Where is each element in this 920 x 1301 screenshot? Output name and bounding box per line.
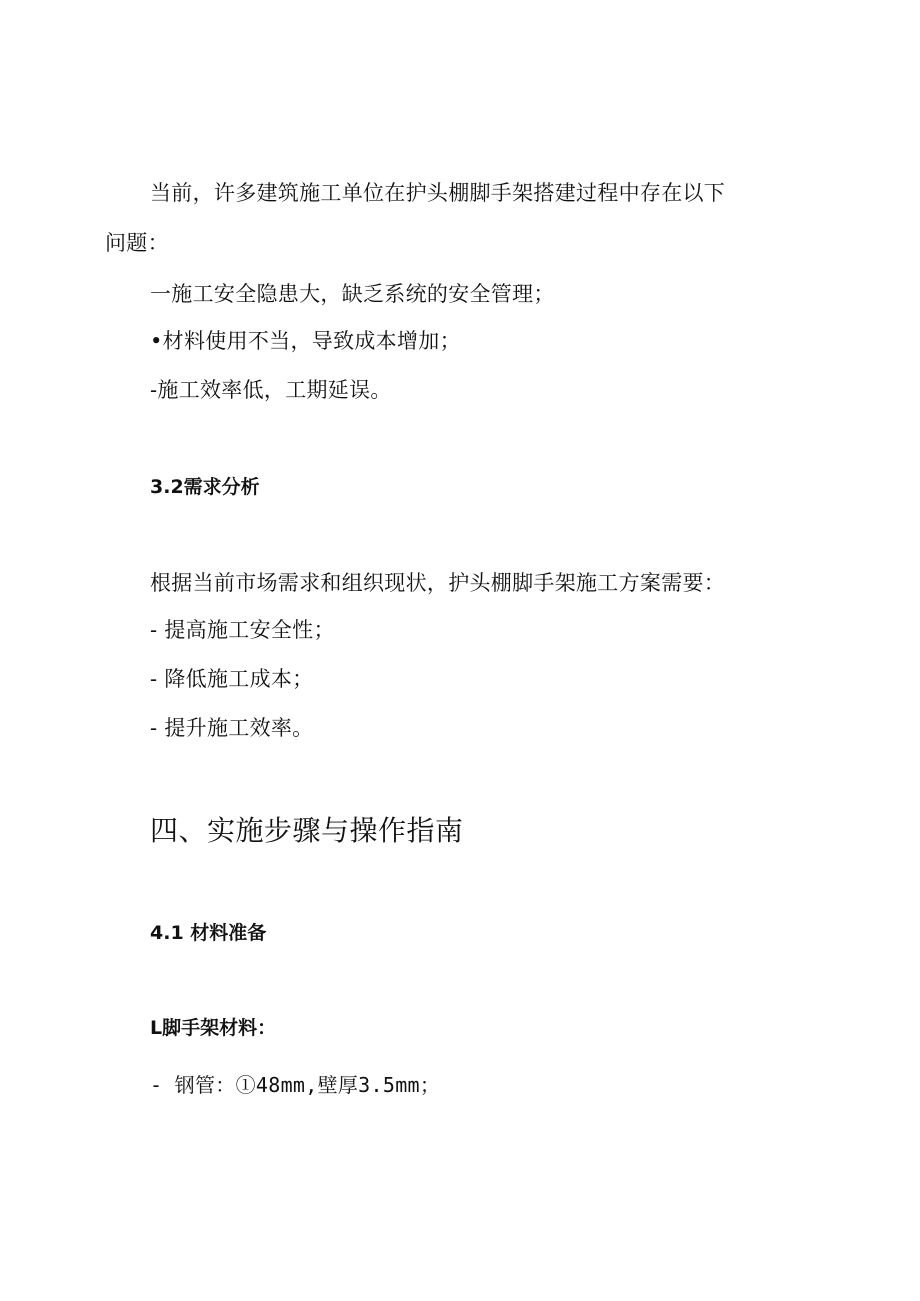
materials-heading: L脚手架材料： bbox=[150, 1017, 277, 1039]
intro-paragraph-line-2: 问题： bbox=[105, 231, 169, 255]
need-item-1: - 提高施工安全性； bbox=[150, 618, 335, 642]
issue-item-2: •材料使用不当，导致成本增加； bbox=[150, 329, 461, 353]
section-heading-4-1: 4.1 材料准备 bbox=[150, 922, 267, 944]
intro-paragraph-line-1: 当前，许多建筑施工单位在护头棚脚手架搭建过程中存在以下 bbox=[150, 181, 726, 205]
issue-item-3: -施工效率低，工期延误。 bbox=[150, 378, 392, 402]
need-item-3: - 提升施工效率。 bbox=[150, 716, 314, 740]
chapter-heading-4: 四、实施步骤与操作指南 bbox=[150, 814, 464, 847]
needs-intro: 根据当前市场需求和组织现状，护头棚脚手架施工方案需要： bbox=[150, 571, 726, 595]
issue-item-1: 一施工安全隐患大，缺乏系统的安全管理； bbox=[150, 282, 555, 306]
section-heading-3-2: 3.2需求分析 bbox=[150, 476, 260, 498]
steel-pipe-item: - 钢管：①48mm,壁厚3.5mm； bbox=[150, 1073, 441, 1097]
need-item-2: - 降低施工成本； bbox=[150, 667, 314, 691]
